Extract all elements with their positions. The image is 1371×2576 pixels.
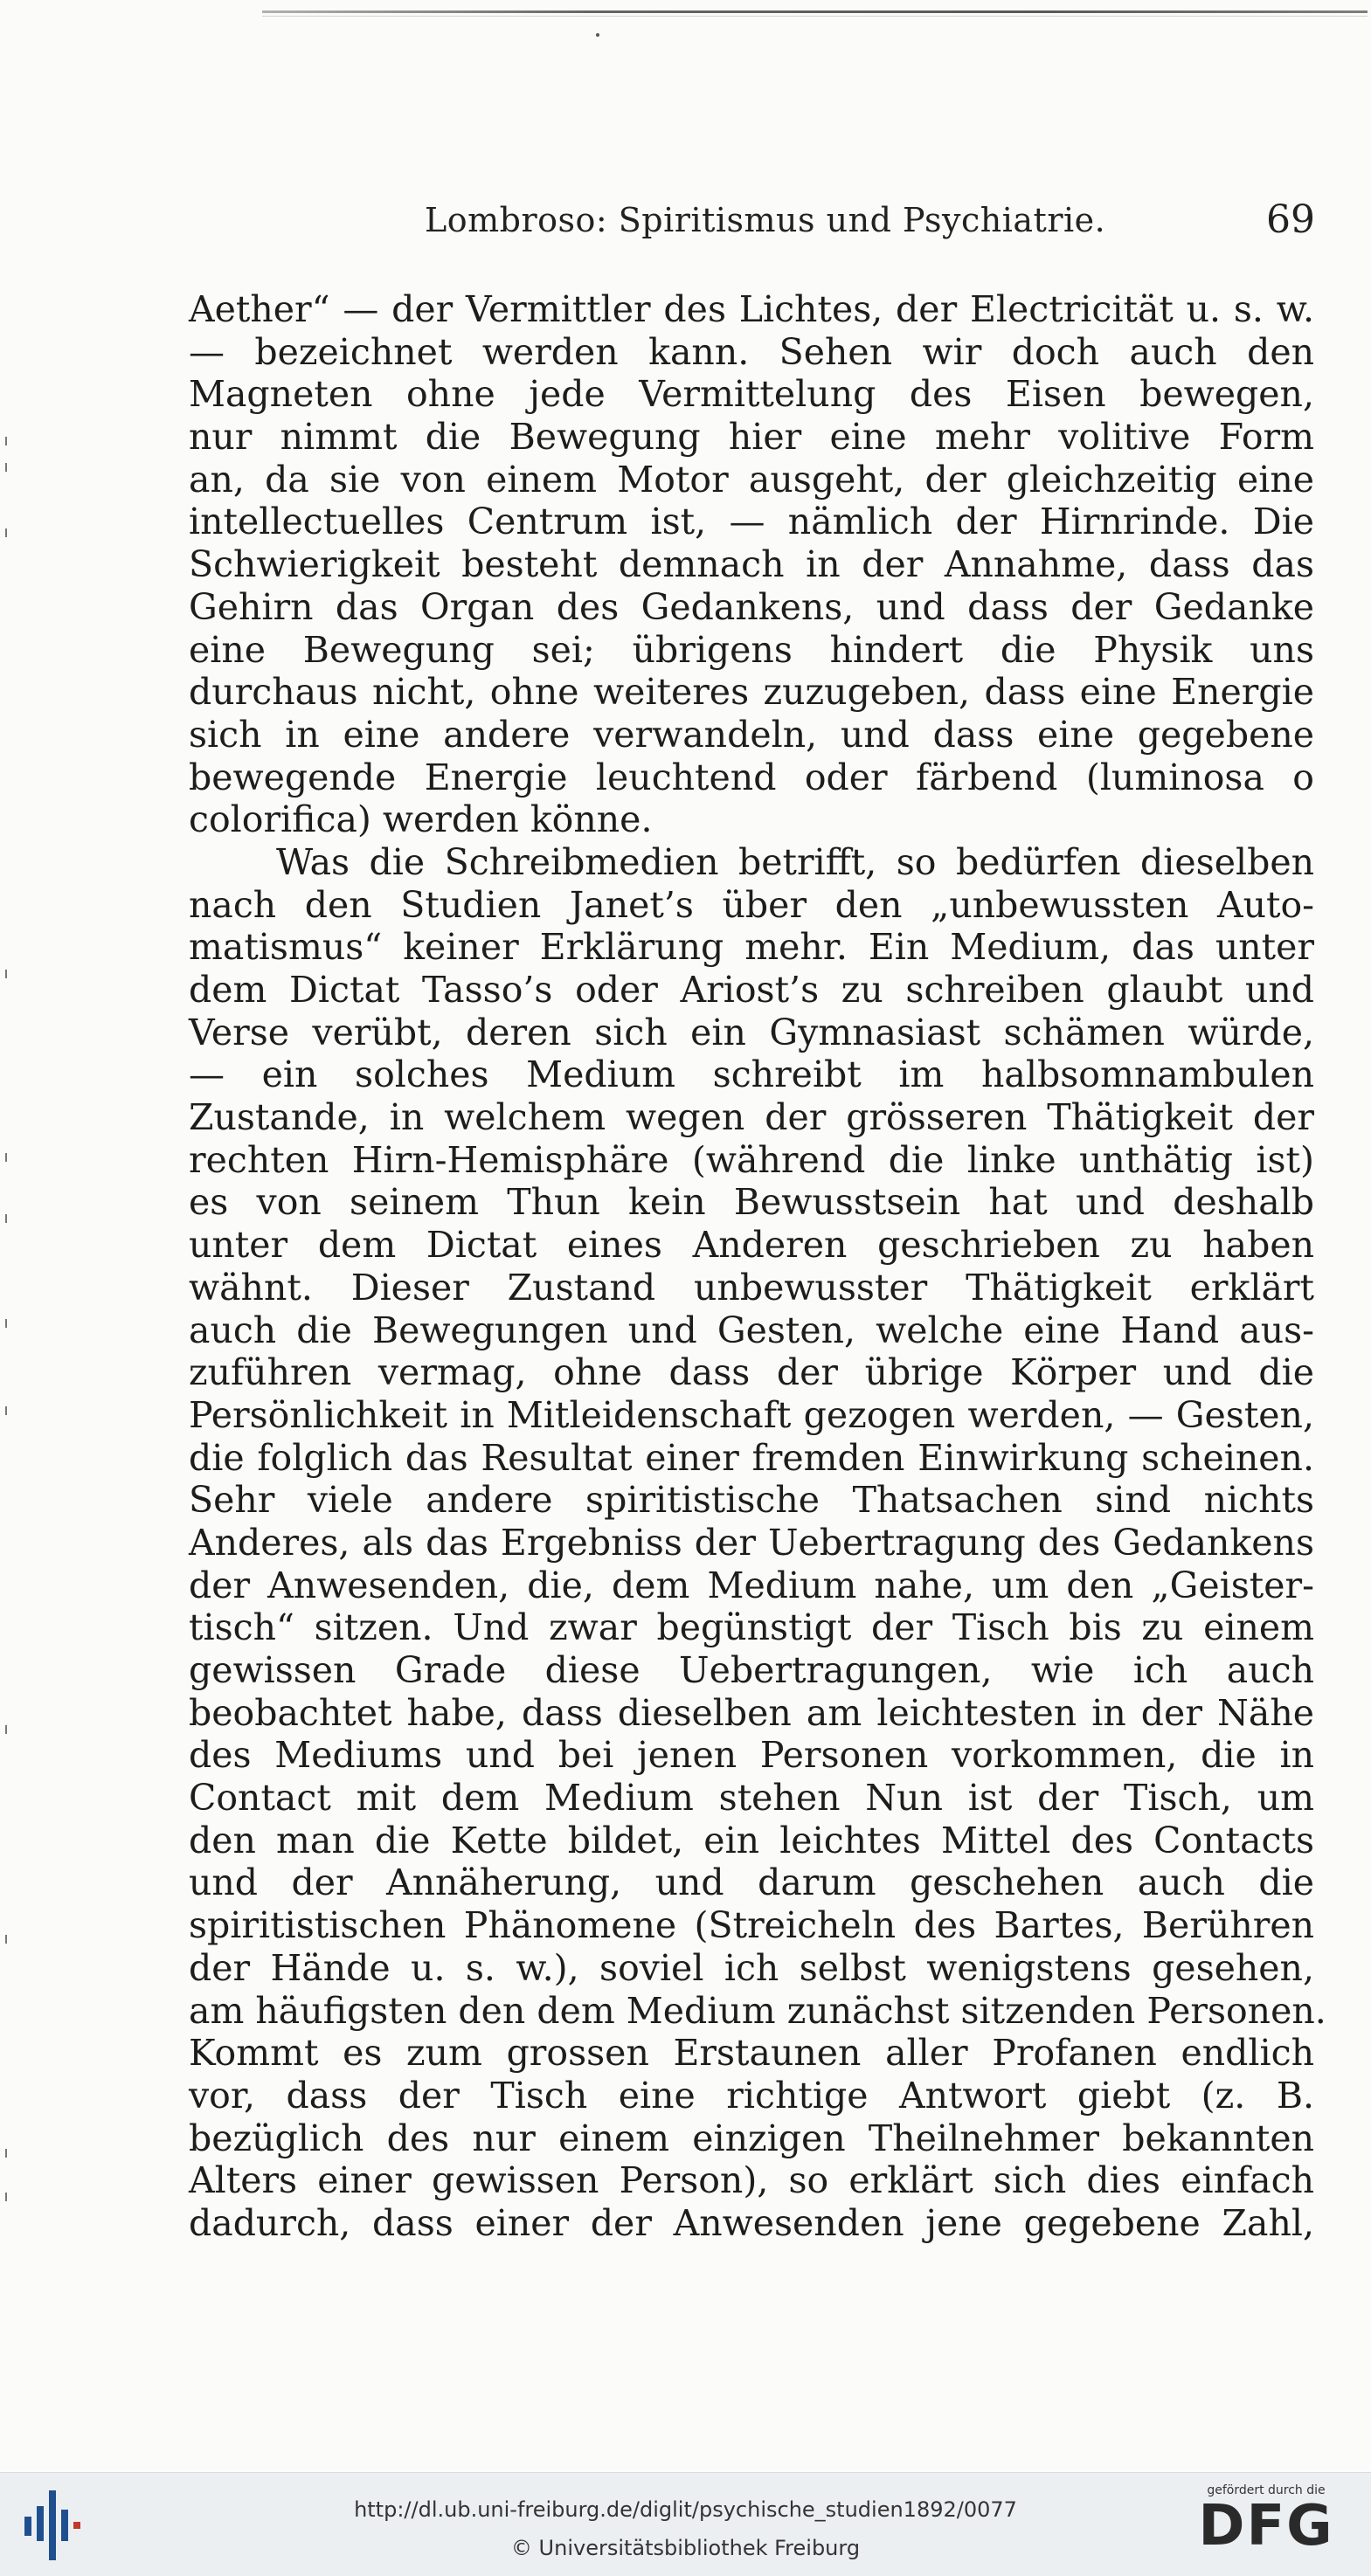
text-line: am häufigsten den dem Medium zunächst sitzenden Personen. — [189, 1989, 1326, 2032]
text-line: tisch“ sitzen. Und zwar begünstigt der Tisch bis zu einem — [189, 1606, 1314, 1649]
text-line: bewegende Energie leuchtend oder färbend (luminosa o — [189, 756, 1314, 798]
text-line: es von seinem Thun kein Bewusstsein hat und deshalb — [189, 1181, 1314, 1224]
text-line: Aether“ — der Vermittler des Lichtes, der Electricität u. s. w. — [189, 288, 1314, 330]
text-line: nach den Studien Janet’s über den „unbewussten Auto- — [189, 883, 1314, 926]
text-line: eine Bewegung sei; übrigens hindert die Physik uns — [189, 628, 1314, 671]
top-border-rule-thin — [262, 16, 1368, 17]
text-line: Sehr viele andere spiritistische Thatsachen sind nichts — [189, 1479, 1314, 1522]
text-line: — ein solches Medium schreibt im halbsomnambulen — [189, 1053, 1314, 1096]
text-line: gewissen Grade diese Uebertragungen, wie ich auch — [189, 1649, 1314, 1691]
text-line: Persönlichkeit in Mitleidenschaft gezogen werden, — Gesten, — [189, 1393, 1314, 1436]
top-border-rule — [262, 10, 1368, 13]
text-line: an, da sie von einem Motor ausgeht, der gleichzeitig eine — [189, 458, 1314, 501]
footer-bar — [0, 2472, 1371, 2576]
margin-mark — [5, 1319, 7, 1328]
scan-speck — [596, 33, 599, 37]
text-line: Anderes, als das Ergebniss der Uebertragung des Gedankens — [189, 1521, 1314, 1564]
text-line: Gehirn das Organ des Gedankens, und dass der Gedanke — [189, 585, 1314, 628]
text-line: dadurch, dass einer der Anwesenden jene gegebene Zahl, — [189, 2201, 1314, 2244]
margin-mark — [5, 2149, 7, 2158]
running-head: Lombroso: Spiritismus und Psychiatrie. — [425, 201, 1106, 239]
text-line: Magneten ohne jede Vermittelung des Eisen bewegen, — [189, 373, 1314, 416]
text-line: zuführen vermag, ohne dass der übrige Körper und die — [189, 1351, 1314, 1394]
text-line: rechten Hirn-Hemisphäre (während die linke unthätig ist) — [189, 1138, 1314, 1181]
margin-mark — [5, 1725, 7, 1734]
text-line: beobachtet habe, dass dieselben am leichtesten in der Nähe — [189, 1691, 1314, 1734]
margin-mark — [5, 463, 7, 472]
text-line: colorifica) werden könne. — [189, 798, 653, 841]
text-line: Alters einer gewissen Person), so erklärt sich dies einfach — [189, 2159, 1314, 2202]
text-line: Contact mit dem Medium stehen Nun ist der Tisch, um — [189, 1777, 1314, 1820]
funder-label: gefördert durch die — [1207, 2483, 1326, 2497]
text-line: vor, dass der Tisch eine richtige Antwort giebt (z. B. — [189, 2074, 1314, 2117]
text-line: bezüglich des nur einem einzigen Theilnehmer bekannten — [189, 2117, 1314, 2159]
page-number: 69 — [1266, 197, 1315, 242]
text-line: und der Annäherung, und darum geschehen auch die — [189, 1861, 1314, 1904]
text-line: auch die Bewegungen und Gesten, welche eine Hand aus- — [189, 1309, 1314, 1351]
margin-mark — [5, 2193, 7, 2201]
text-line: wähnt. Dieser Zustand unbewusster Thätigkeit erklärt — [189, 1266, 1314, 1309]
text-line: Zustande, in welchem wegen der grösseren Thätigkeit der — [189, 1096, 1314, 1139]
margin-mark — [5, 970, 7, 978]
text-line: den man die Kette bildet, ein leichtes Mittel des Contacts — [189, 1819, 1314, 1861]
funder-block — [1188, 2483, 1345, 2559]
source-url-link[interactable]: http://dl.ub.uni-freiburg.de/diglit/psychische_studien1892/0077 — [354, 2497, 1017, 2522]
body-text — [189, 288, 1326, 2245]
text-line: die folglich das Resultat einer fremden Einwirkung scheinen. — [189, 1436, 1314, 1479]
text-line: Kommt es zum grossen Erstaunen aller Profanen endlich — [189, 2032, 1314, 2075]
text-line: matismus“ keiner Erklärung mehr. Ein Medium, das unter — [189, 926, 1314, 969]
copyright-notice: © Universitätsbibliothek Freiburg — [510, 2536, 861, 2560]
margin-mark — [5, 437, 7, 445]
text-line: durchaus nicht, ohne weiteres zuzugeben, dass eine Energie — [189, 671, 1314, 714]
text-line: intellectuelles Centrum ist, — nämlich der Hirnrinde. Die — [189, 501, 1314, 543]
text-line: Was die Schreibmedien betrifft, so bedürfen dieselben — [276, 840, 1314, 883]
text-line: dem Dictat Tasso’s oder Ariost’s zu schreiben glaubt und — [189, 969, 1314, 1011]
margin-mark — [5, 528, 7, 537]
text-line: des Mediums und bei jenen Personen vorkommen, die in — [189, 1734, 1314, 1777]
text-line: sich in eine andere verwandeln, und dass eine gegebene — [189, 713, 1314, 756]
text-line: Schwierigkeit besteht demnach in der Annahme, dass das — [189, 543, 1314, 586]
margin-mark — [5, 1153, 7, 1162]
margin-mark — [5, 1214, 7, 1223]
text-line: der Hände u. s. w.), soviel ich selbst wenigstens gesehen, — [189, 1946, 1314, 1989]
text-line: nur nimmt die Bewegung hier eine mehr volitive Form — [189, 416, 1314, 459]
text-line: unter dem Dictat eines Anderen geschrieben zu haben — [189, 1224, 1314, 1267]
text-line: — bezeichnet werden kann. Sehen wir doch auch den — [189, 330, 1314, 373]
text-line: spiritistischen Phänomene (Streicheln des Bartes, Berühren — [189, 1904, 1314, 1947]
dfg-logo: DFG — [1198, 2494, 1334, 2559]
margin-mark — [5, 1406, 7, 1415]
text-line: Verse verübt, deren sich ein Gymnasiast schämen würde, — [189, 1011, 1314, 1053]
scan-margin-marks — [5, 437, 10, 2271]
text-line: der Anwesenden, die, dem Medium nahe, um den „Geister- — [189, 1564, 1314, 1606]
margin-mark — [5, 1935, 7, 1944]
